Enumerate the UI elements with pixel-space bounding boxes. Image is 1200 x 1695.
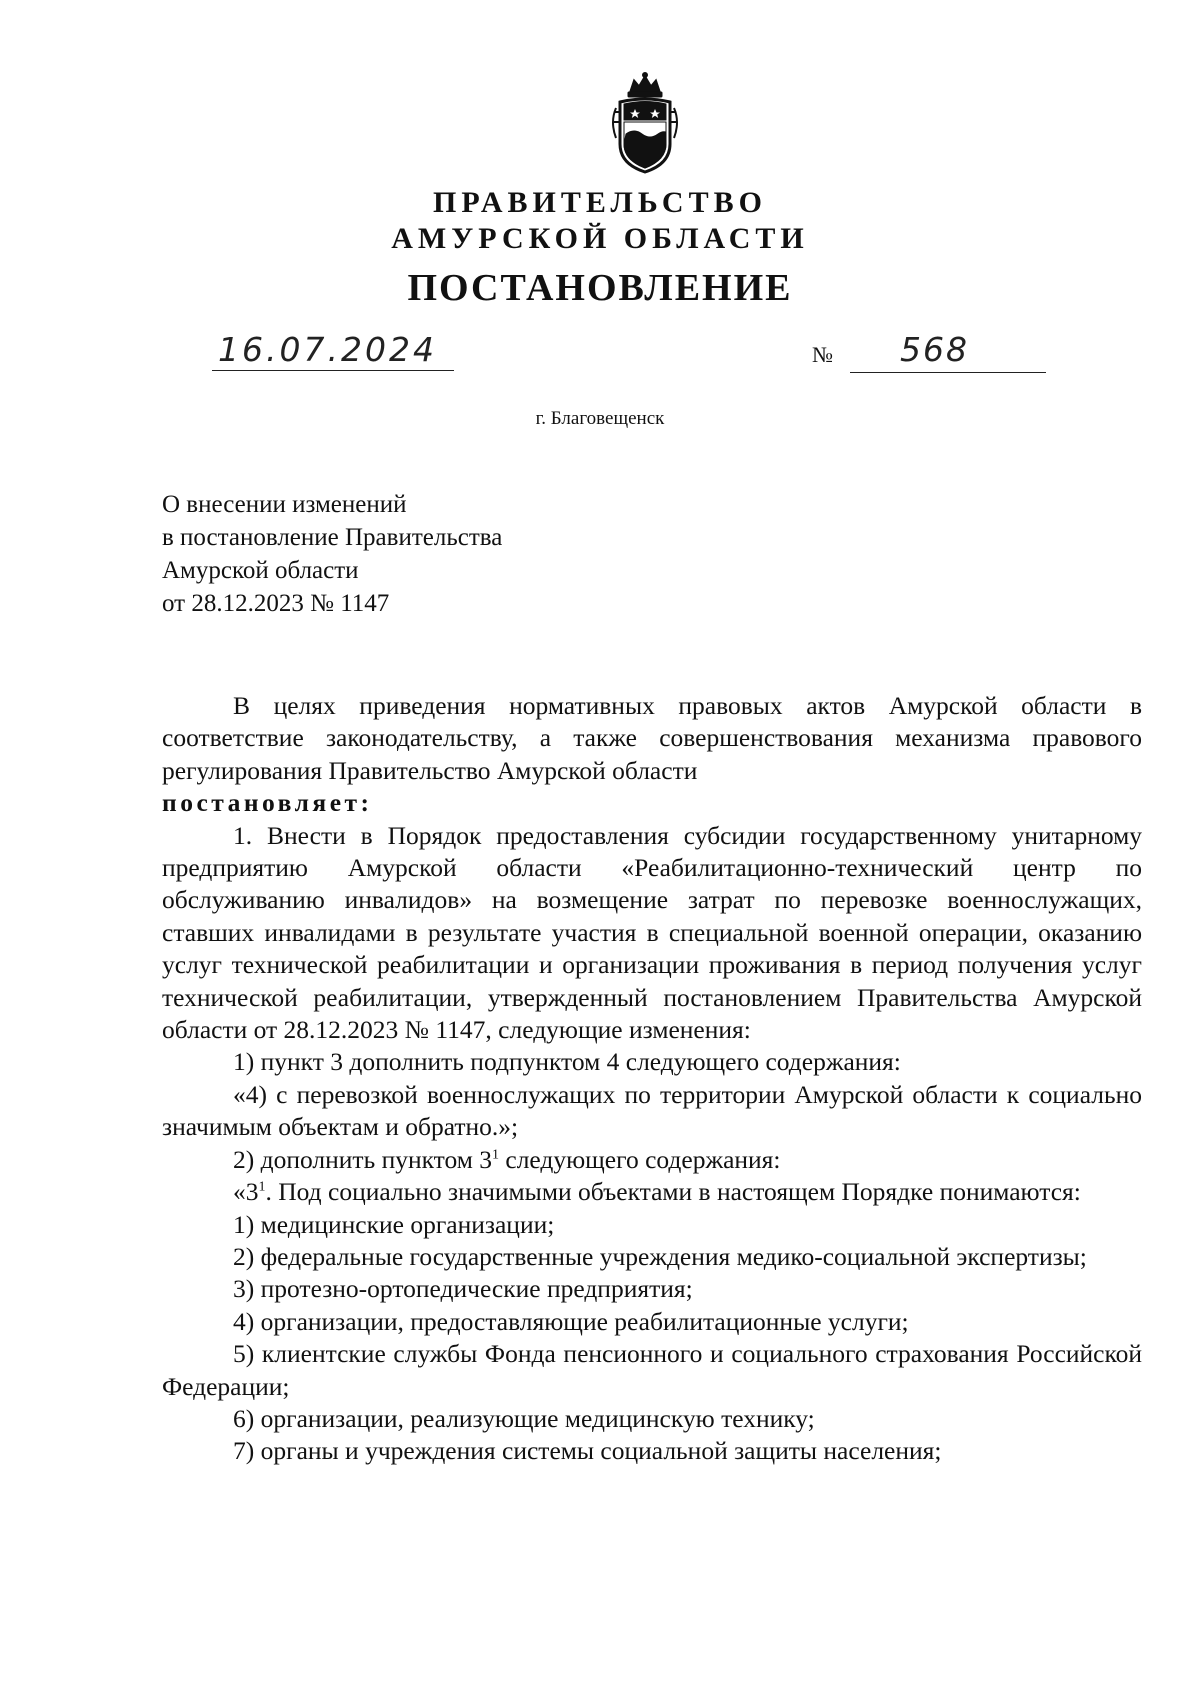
list-item: 6) организации, реализующие медицинскую технику; (233, 1403, 815, 1433)
item-1-paragraph: 1. Внести в Порядок предоставления субсидии государственному унитарному предприятию Амурской области «Реабилитационно-технический центр по обслуживанию инвалидов» на возмещение затрат по перевозке военнослужащих, ставших инвалидами в результате участия в специальной военной операции, оказанию услуг технической реабилитации и организации проживания в период получения услуг технической реабилитации, утвержденный постановлением Правительства Амурской области от 28.12.2023 № 1147, следующие изменения: (162, 820, 1142, 1045)
document-subject (162, 488, 502, 620)
paragraph-3-1 (162, 1176, 1142, 1208)
organization-name-line2: АМУРСКОЙ ОБЛАСТИ (391, 222, 809, 255)
number-underline (850, 372, 1046, 373)
subitem-2-text-end: следующего содержания: (499, 1144, 781, 1174)
subitem-1-text: «4) с перевозкой военнослужащих по территории Амурской области к социально значимым объектам и обратно.»; (162, 1079, 1142, 1142)
preamble-paragraph: В целях приведения нормативных правовых актов Амурской области в соответствие законодательству, а также совершенствования механизма правового регулирования Правительство Амурской области (162, 691, 1142, 785)
resolves-word: постановляет: (162, 788, 373, 818)
subitem-2-text: 2) дополнить пунктом 3 (233, 1144, 492, 1174)
city-name: г. Благовещенск (535, 408, 665, 429)
subitem-2 (162, 1144, 1142, 1176)
subject-line: от 28.12.2023 № 1147 (162, 590, 390, 617)
list-item: 1) медицинские организации; (233, 1209, 555, 1239)
list-item: 4) организации, предоставляющие реабилитационные услуги; (233, 1306, 909, 1336)
date-underline (212, 370, 454, 371)
coat-of-arms-emblem (606, 72, 684, 174)
document-date: 16.07.2024 (218, 330, 437, 369)
subitem-1: 1) пункт 3 дополнить подпунктом 4 следующего содержания: (233, 1047, 901, 1077)
paragraph-3-1-text: . Под социально значимыми объектами в настоящем Порядке понимаются: (265, 1177, 1081, 1207)
subject-line: Амурской области (162, 557, 359, 584)
document-type-title: ПОСТАНОВЛЕНИЕ (407, 267, 793, 309)
list-item: 5) клиентские службы Фонда пенсионного и социального страхования Российской Федерации; (162, 1339, 1142, 1401)
organization-name-line1: ПРАВИТЕЛЬСТВО (433, 186, 767, 219)
paragraph-3-1-start: «3 (233, 1177, 259, 1207)
list-item: 3) протезно-ортопедические предприятия; (233, 1274, 693, 1304)
superscript: 1 (258, 1179, 266, 1195)
number-label: № (812, 342, 833, 367)
document-number: 568 (900, 330, 969, 369)
superscript: 1 (492, 1147, 499, 1163)
subject-line: О внесении изменений (162, 491, 407, 518)
list-item: 2) федеральные государственные учреждения медико-социальной экспертизы; (233, 1241, 1087, 1271)
list-item: 7) органы и учреждения системы социальной защиты населения; (233, 1436, 942, 1466)
document-body (162, 690, 1142, 1468)
subject-line: в постановление Правительства (162, 524, 503, 551)
